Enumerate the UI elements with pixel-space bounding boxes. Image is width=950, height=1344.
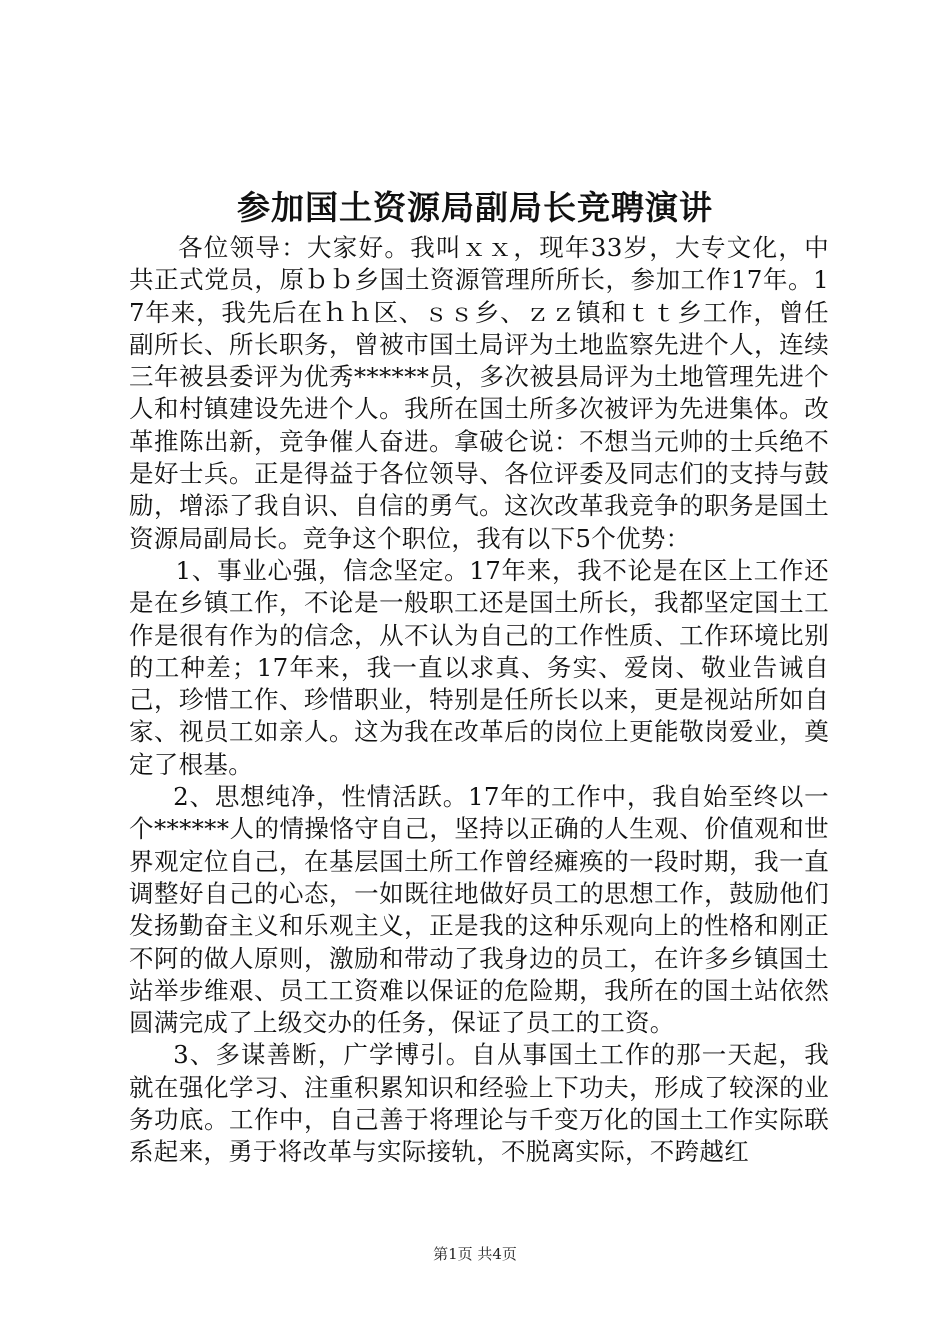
document-body bbox=[129, 232, 829, 1169]
paragraph-intro: 各位领导：大家好。我叫ｘｘ，现年33岁，大专文化，中共正式党员，原ｂｂ乡国土资源管理所所长，参加工作17年。17年来，我先后在ｈｈ区、ｓｓ乡、ｚｚ镇和ｔｔ乡工作，曾任副所长、所长职务，曾被市国土局评为土地监察先进个人，连续三年被县委评为优秀******员，多次被县局评为土地管理先进个人和村镇建设先进个人。我所在国土所多次被评为先进集体。改革推陈出新，竞争催人奋进。拿破仑说：不想当元帅的士兵绝不是好士兵。正是得益于各位领导、各位评委及同志们的支持与鼓励，增添了我自识、自信的勇气。这次改革我竞争的职务是国土资源局副局长。竞争这个职位，我有以下5个优势： bbox=[129, 233, 829, 553]
paragraph-point-1: 1、事业心强，信念坚定。17年来，我不论是在区上工作还是在乡镇工作，不论是一般职工还是国土所长，我都坚定国土工作是很有作为的信念，从不认为自己的工作性质、工作环境比别的工种差；17年来，我一直以求真、务实、爱岗、敬业告诫自己，珍惜工作、珍惜职业，特别是任所长以来，更是视站所如自家、视员工如亲人。这为我在改革后的岗位上更能敬岗爱业，奠定了根基。 bbox=[129, 555, 829, 779]
paragraph-point-2: 2、思想纯净，性情活跃。17年的工作中，我自始至终以一个******人的情操恪守自己，坚持以正确的人生观、价值观和世界观定位自己，在基层国土所工作曾经瘫痪的一段时期，我一直调整好自己的心态，一如既往地做好员工的思想工作，鼓励他们发扬勤奋主义和乐观主义，正是我的这种乐观向上的性格和刚正不阿的做人原则，激励和带动了我身边的员工，在许多乡镇国土站举步维艰、员工工资难以保证的危险期，我所在的国土站依然圆满完成了上级交办的任务，保证了员工的工资。 bbox=[129, 782, 829, 1038]
page-footer: 第1页 共4页 bbox=[433, 1245, 517, 1263]
paragraph-point-3: 3、多谋善断，广学博引。自从事国土工作的那一天起，我就在强化学习、注重积累知识和经验上下功夫，形成了较深的业务功底。工作中，自己善于将理论与千变万化的国土工作实际联系起来，勇于将改革与实际接轨，不脱离实际，不跨越红 bbox=[129, 1040, 829, 1167]
document-title: 参加国土资源局副局长竞聘演讲 bbox=[237, 188, 713, 227]
